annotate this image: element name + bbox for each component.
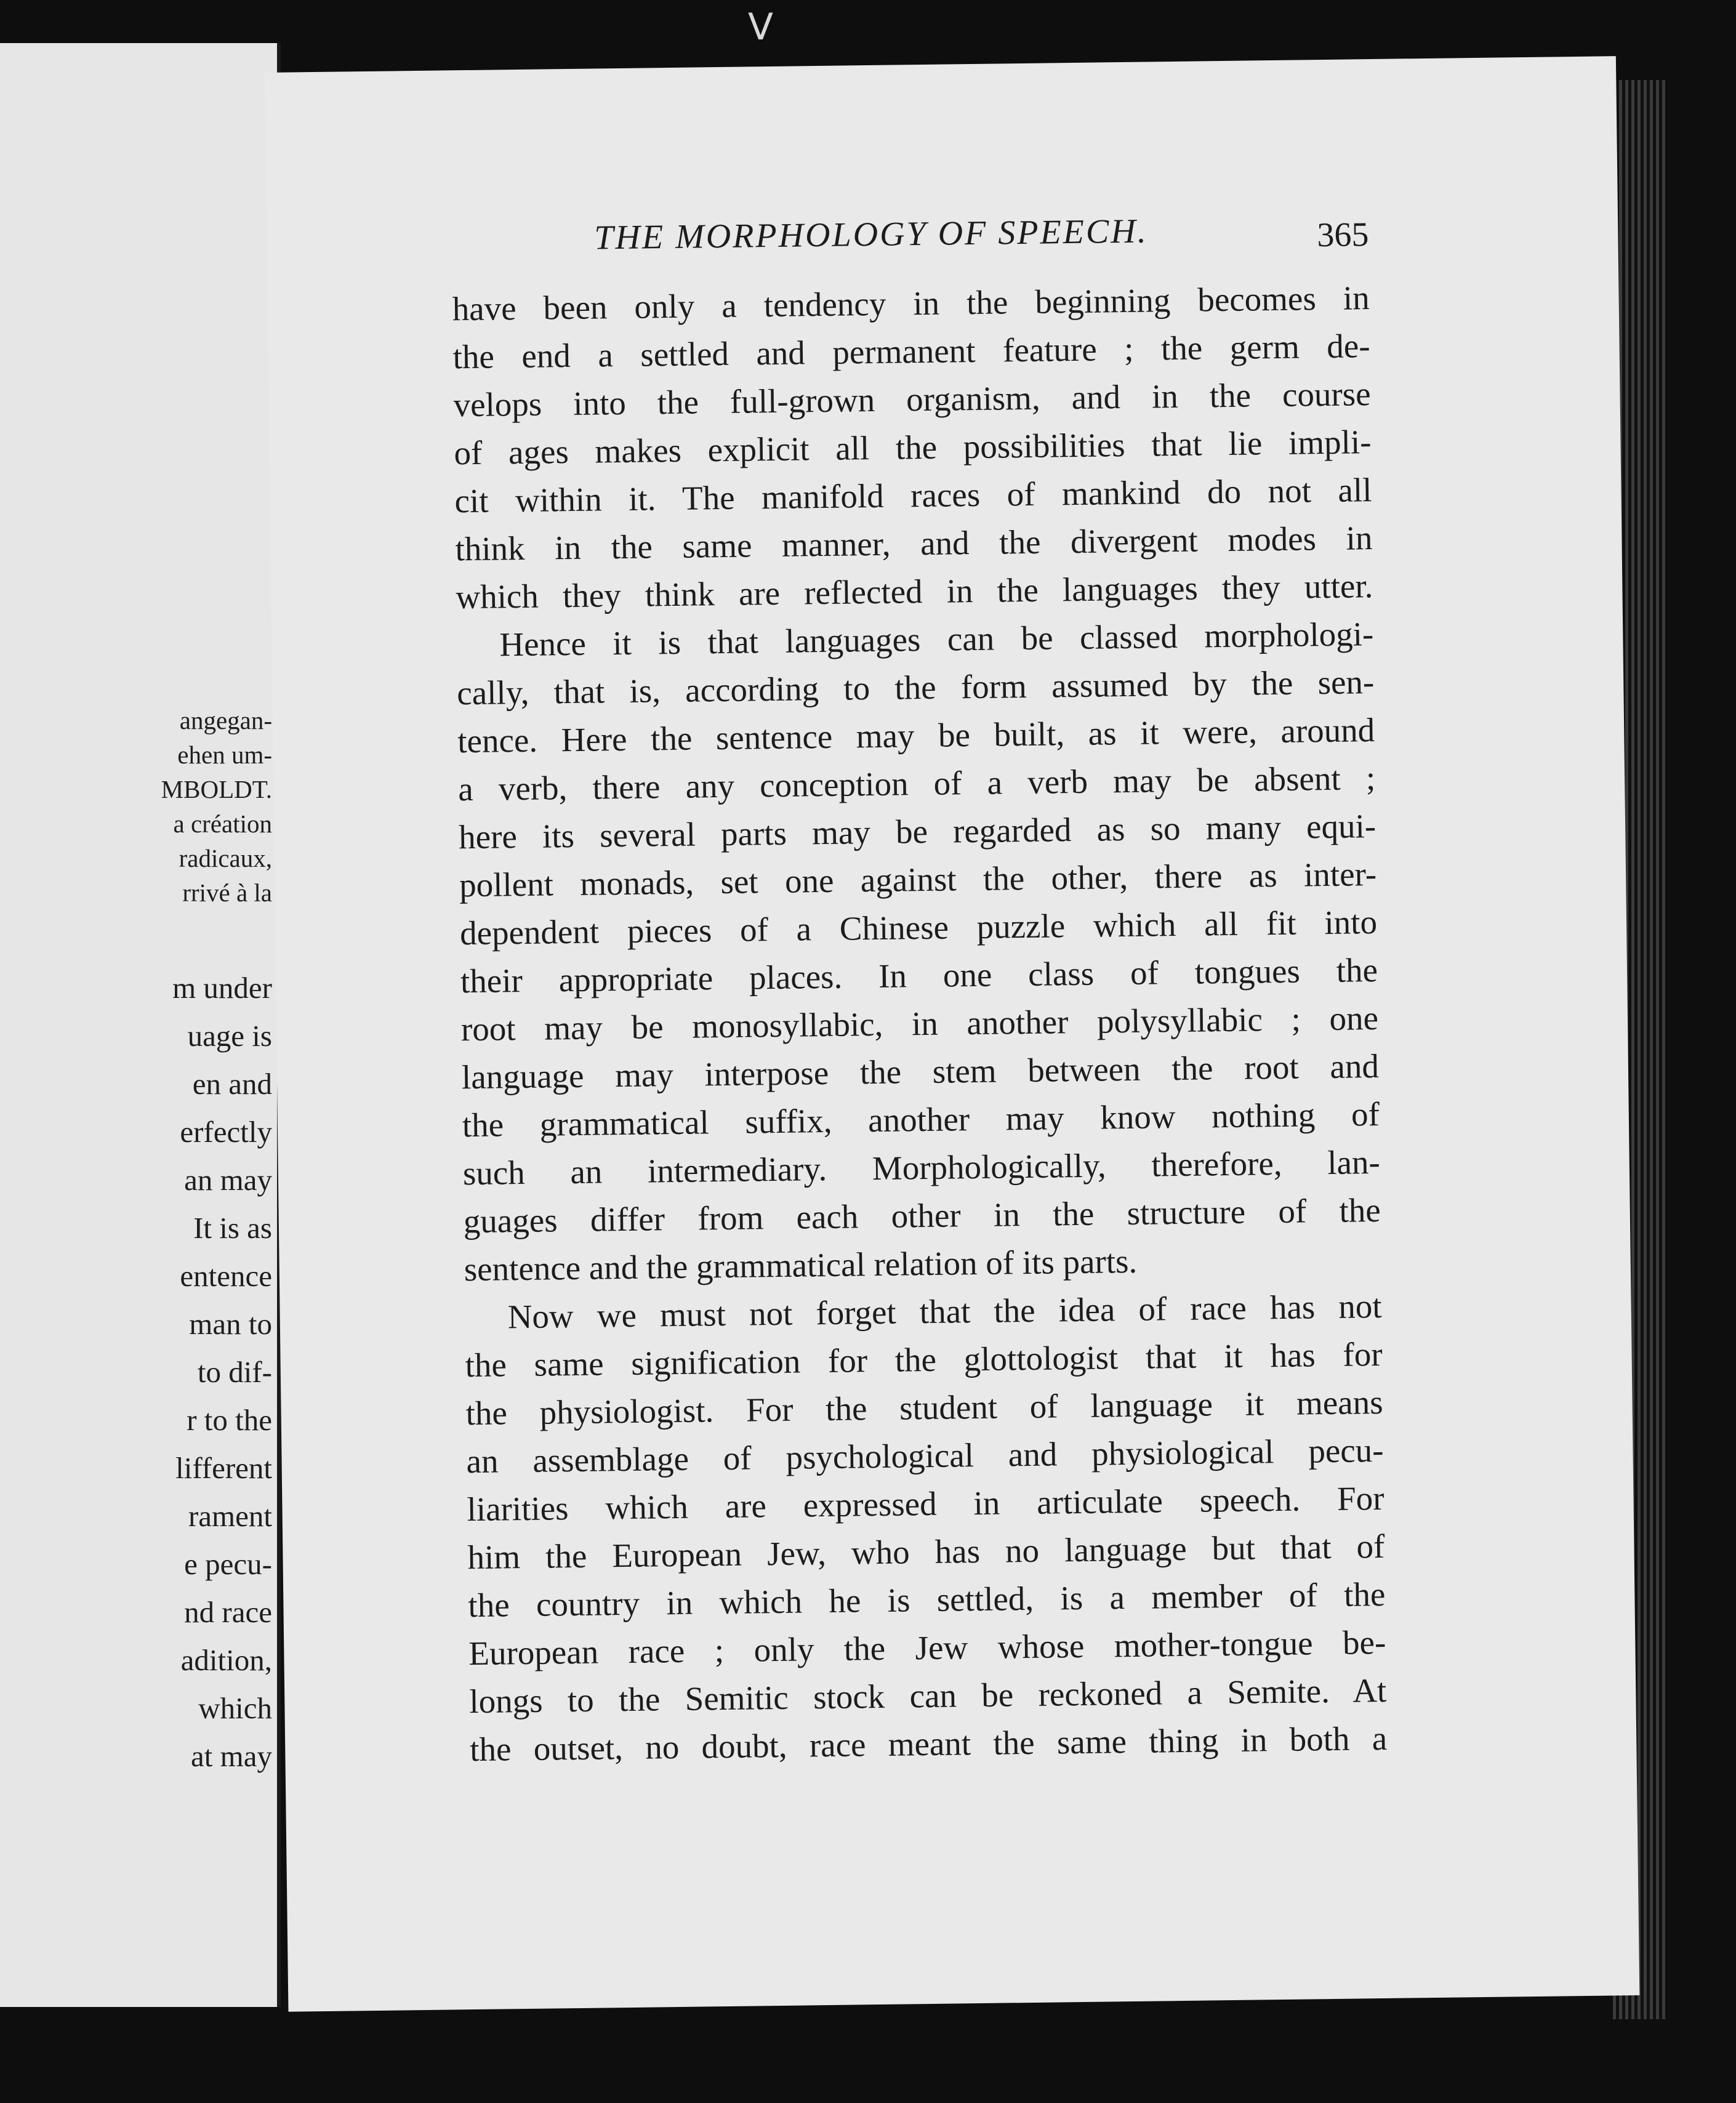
text-line: the end a settled and permanent feature ; the germ de- [452, 327, 1370, 376]
text-line: velops into the full-grown organism, and in the course [453, 375, 1371, 424]
left-body-line: e pecu- [184, 1547, 272, 1581]
text-line: Now we must not forget that the idea of race has not [507, 1287, 1382, 1336]
text-line: cally, that is, according to the form assumed by the sen- [456, 663, 1375, 712]
text-line: longs to the Semitic stock can be reckoned a Semite. At [468, 1671, 1387, 1721]
left-footnote-line: radicaux, [179, 844, 272, 872]
text-line: guages differ from each other in the structure of the [463, 1191, 1381, 1240]
right-page [265, 56, 1639, 2012]
left-footnote-line: angegan- [179, 706, 272, 734]
left-body-line: rament [188, 1499, 272, 1533]
scan-mark: ᐯ [748, 7, 774, 47]
left-page [0, 43, 281, 2007]
left-body-line: lifferent [175, 1451, 272, 1485]
page-number: 365 [1316, 215, 1369, 255]
left-footnote-line: MBOLDT. [161, 775, 272, 803]
left-body-line: at may [191, 1739, 272, 1773]
running-head: THE MORPHOLOGY OF SPEECH. [593, 212, 1149, 257]
text-line: the country in which he is settled, is a member of the [468, 1575, 1386, 1625]
text-line: a verb, there any conception of a verb may be absent ; [457, 759, 1376, 808]
text-line: him the European Jew, who has no language but that of [467, 1527, 1385, 1577]
text-line: their appropriate places. In one class of tongues the [460, 951, 1378, 1000]
left-body-line: It is as [193, 1211, 272, 1245]
text-line: of ages makes explicit all the possibilities that lie impli- [454, 423, 1372, 472]
text-line: which they think are reflected in the languages they utter. [456, 567, 1373, 616]
text-line: the physiologist. For the student of language it means [465, 1383, 1383, 1433]
text-line: here its several parts may be regarded as so many equi- [458, 807, 1376, 856]
text-line: an assemblage of psychological and physiological pecu- [466, 1431, 1384, 1481]
left-body-line: en and [192, 1067, 272, 1101]
text-line: language may interpose the stem between the root and [461, 1047, 1380, 1096]
text-line: tence. Here the sentence may be built, as it were, around [457, 711, 1375, 760]
left-body-line: which [198, 1691, 272, 1725]
text-line: the grammatical suffix, another may know nothing of [462, 1095, 1380, 1144]
text-line: the same signification for the glottologist that it has for [465, 1335, 1383, 1385]
left-footnote-line: ehen um- [177, 741, 272, 769]
left-body-line: uage is [187, 1019, 272, 1053]
text-line: liarities which are expressed in articulate speech. For [467, 1479, 1384, 1529]
left-body-line: r to the [187, 1403, 272, 1437]
left-body-line: m under [172, 971, 272, 1005]
text-line: sentence and the grammatical relation of its parts. [464, 1242, 1138, 1289]
left-body-line: adition, [180, 1643, 272, 1677]
left-body-line: man to [189, 1307, 272, 1341]
text-line: dependent pieces of a Chinese puzzle which all fit into [459, 903, 1378, 952]
text-line: the outset, no doubt, race meant the same thing in both a [469, 1719, 1388, 1769]
text-line: European race ; only the Jew whose mother-tongue be- [468, 1623, 1386, 1673]
text-line: think in the same manner, and the divergent modes in [455, 519, 1373, 568]
left-body-line: to dif- [197, 1355, 272, 1389]
text-line: cit within it. The manifold races of mankind do not all [454, 471, 1372, 520]
text-line: such an intermediary. Morphologically, therefore, lan- [462, 1143, 1381, 1192]
left-footnote-line: rrivé à la [182, 879, 272, 907]
left-body-line: nd race [184, 1595, 272, 1629]
text-line: root may be monosyllabic, in another polysyllabic ; one [460, 999, 1379, 1048]
left-body-line: entence [180, 1259, 272, 1293]
left-footnote-line: a création [173, 810, 272, 838]
left-body-line: erfectly [180, 1115, 272, 1149]
text-line: Hence it is that languages can be classed morphologi- [499, 615, 1374, 664]
left-body-line: an may [184, 1163, 272, 1197]
text-line: pollent monads, set one against the other, there as inter- [459, 855, 1377, 904]
text-line: have been only a tendency in the beginning becomes in [452, 279, 1370, 328]
